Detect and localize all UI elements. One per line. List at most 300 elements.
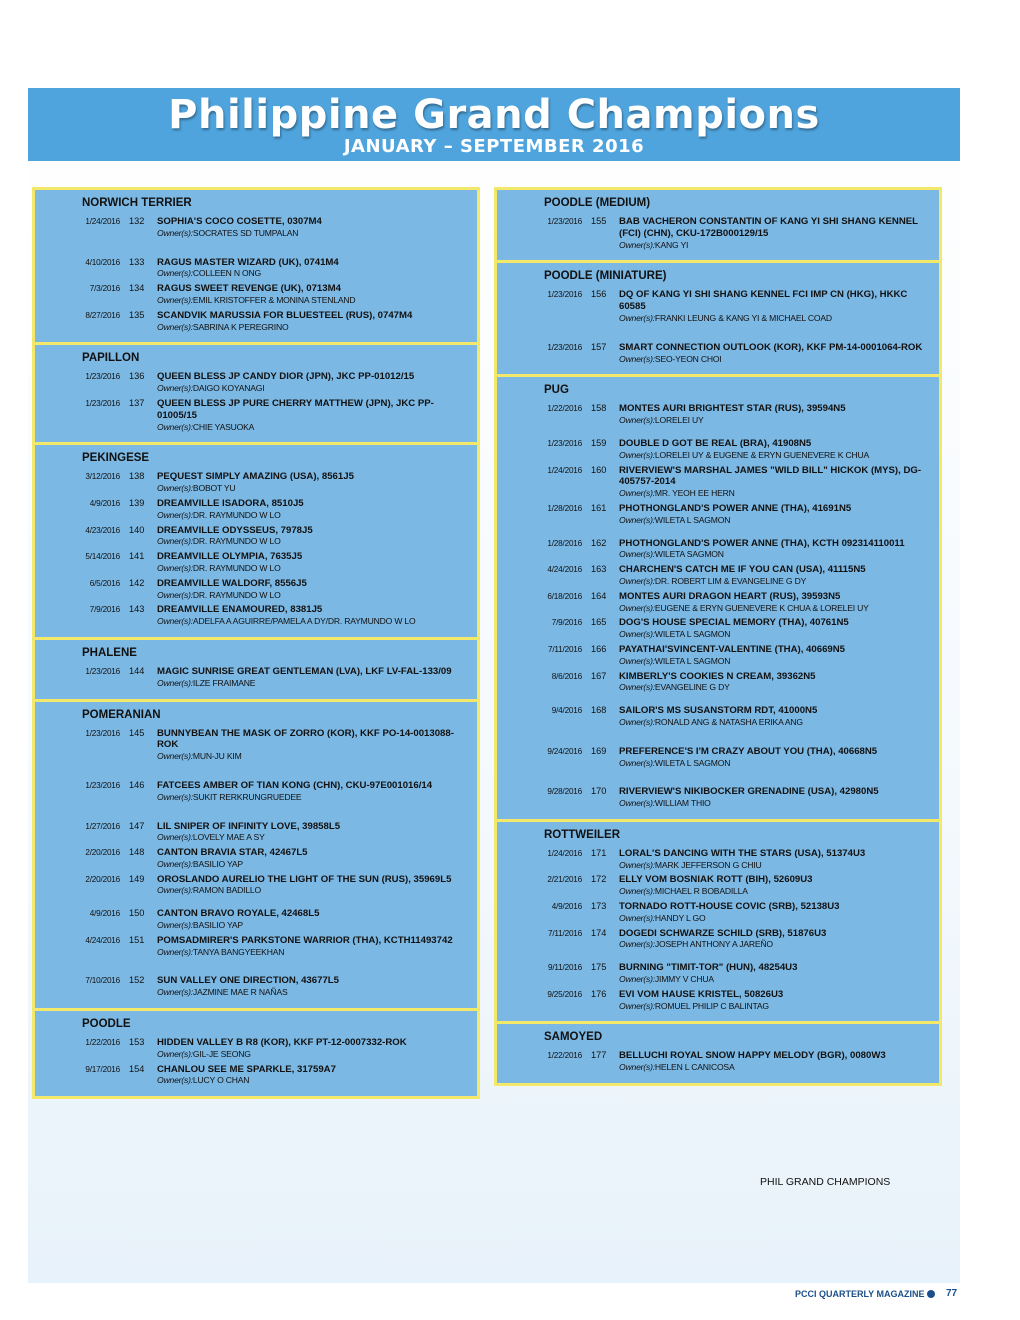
owner-name: MICHAEL R BOBADILLA (654, 886, 748, 897)
owner-line (619, 886, 933, 898)
breed-section (494, 260, 942, 377)
champion-entry (497, 438, 939, 462)
entry-date: 7/11/2016 (547, 644, 582, 654)
dog-name: SMART CONNECTION OUTLOOK (KOR), KKF PM-14-0001064-ROK (619, 341, 923, 353)
entry-body (619, 746, 939, 770)
champion-entry (35, 1037, 477, 1061)
entry-date: 9/24/2016 (547, 746, 582, 756)
entry-spacer (497, 772, 939, 786)
entry-number: 135 (129, 309, 145, 320)
breed-title: SAMOYED (544, 1031, 603, 1044)
champion-entry (497, 962, 939, 986)
entry-date: 9/4/2016 (551, 706, 582, 716)
champion-entry (35, 283, 477, 307)
entry-number: 152 (129, 975, 145, 986)
owner-name: BASILIO YAP (192, 858, 243, 869)
owner-label: Owner(s): (619, 239, 655, 250)
owner-line (157, 616, 471, 628)
champion-entry (35, 471, 477, 495)
owner-name: DR. RAYMUNDO W LO (192, 536, 281, 547)
dog-name: ELLY VOM BOSNIAK ROTT (BIH), 52609U3 (619, 874, 813, 886)
owner-label: Owner(s): (619, 859, 655, 870)
entry-date: 4/24/2016 (85, 935, 120, 945)
breed-section (494, 374, 942, 822)
dog-name: DREAMVILLE WALDORF, 8556J5 (157, 577, 307, 589)
owner-line (619, 240, 933, 252)
owner-label: Owner(s): (619, 312, 655, 323)
dog-name: MAGIC SUNRISE GREAT GENTLEMAN (LVA), LKF LV-FAL-133/09 (157, 665, 452, 677)
entry-body (157, 498, 477, 522)
owner-label: Owner(s): (157, 383, 193, 394)
owner-name: WILETA SAGMON (654, 549, 724, 560)
champion-entry (35, 780, 477, 804)
entry-number: 160 (591, 464, 607, 475)
owner-line (157, 383, 471, 395)
entry-body (619, 848, 939, 872)
champion-entry (35, 398, 477, 433)
dog-name: BAB VACHERON CONSTANTIN OF KANG YI SHI SHANG KENNEL (FCI) (CHN), CKU-172B000129/15 (619, 216, 918, 239)
entry-body (619, 403, 939, 427)
owner-name: RAMON BADILLO (192, 885, 261, 896)
dog-name: BURNING "TIMIT-TOR" (HUN), 48254U3 (619, 962, 798, 974)
breed-section (32, 187, 480, 345)
entry-body (619, 591, 939, 615)
entry-number: 144 (129, 665, 145, 676)
owner-line (157, 885, 471, 897)
entry-date: 9/17/2016 (85, 1064, 120, 1074)
owner-line (157, 590, 471, 602)
entry-number: 159 (591, 437, 607, 448)
owner-label: Owner(s): (157, 483, 193, 494)
entry-number: 175 (591, 962, 607, 973)
breed-title: POMERANIAN (82, 708, 161, 721)
champion-entry (35, 525, 477, 549)
owner-line (619, 717, 933, 729)
owner-label: Owner(s): (157, 589, 193, 600)
champion-entry (497, 786, 939, 810)
entry-date: 1/28/2016 (547, 538, 582, 548)
champion-entry (35, 975, 477, 999)
entry-date: 7/11/2016 (547, 928, 582, 938)
entry-date: 1/24/2016 (85, 217, 120, 226)
entry-spacer (35, 766, 477, 780)
dog-name: DREAMVILLE OLYMPIA, 7635J5 (157, 551, 303, 563)
owner-name: KANG YI (654, 239, 689, 250)
breed-title: PEKINGESE (82, 452, 150, 465)
owner-name: SEO-YEON CHOI (654, 353, 722, 364)
entry-date: 7/9/2016 (551, 618, 582, 628)
entry-body (157, 551, 477, 575)
entry-number: 171 (591, 847, 607, 858)
dog-name: MONTES AURI DRAGON HEART (RUS), 39593N5 (619, 590, 841, 602)
entry-body (157, 728, 477, 763)
entry-number: 142 (129, 577, 145, 588)
owner-label: Owner(s): (157, 509, 193, 520)
owner-name: COLLEEN N ONG (192, 268, 261, 279)
entry-spacer (497, 954, 939, 962)
entry-body (157, 283, 477, 307)
owner-name: DR. RAYMUNDO W LO (192, 589, 281, 600)
owner-line (157, 751, 471, 763)
owner-line (157, 859, 471, 871)
entry-date: 7/10/2016 (85, 976, 120, 986)
entry-date: 6/5/2016 (89, 578, 120, 588)
champion-entry (35, 821, 477, 845)
entry-date: 4/9/2016 (89, 498, 120, 508)
dog-name: HIDDEN VALLEY B R8 (KOR), KKF PT-12-0007332-ROK (157, 1037, 407, 1049)
owner-label: Owner(s): (619, 912, 655, 923)
owner-label: Owner(s): (619, 549, 655, 560)
entry-number: 145 (129, 727, 145, 738)
entry-number: 151 (129, 934, 145, 945)
owner-label: Owner(s): (157, 536, 193, 547)
owner-name: DR. RAYMUNDO W LO (192, 562, 281, 573)
entry-number: 136 (129, 371, 145, 382)
dog-name: CANTON BRAVIA STAR, 42467L5 (157, 847, 308, 859)
owner-name: BOBOT YU (192, 483, 236, 494)
entry-body (619, 901, 939, 925)
entry-body (157, 1064, 477, 1088)
entry-date: 1/22/2016 (547, 404, 582, 414)
owner-line (619, 682, 933, 694)
entry-body (157, 525, 477, 549)
entry-number: 137 (129, 397, 145, 408)
entry-body (157, 310, 477, 334)
owner-line (619, 860, 933, 872)
entry-date: 4/10/2016 (85, 257, 120, 267)
owner-name: DAIGO KOYANAGI (192, 383, 265, 394)
owner-line (157, 792, 471, 804)
dog-name: BELLUCHI ROYAL SNOW HAPPY MELODY (BGR), 0080W3 (619, 1050, 886, 1062)
entry-body (157, 821, 477, 845)
dog-name: PREFERENCE'S I'M CRAZY ABOUT YOU (THA), 40668N5 (619, 745, 878, 757)
dog-name: DREAMVILLE ISADORA, 8510J5 (157, 497, 304, 509)
champion-entry (35, 874, 477, 898)
page-subtitle: JANUARY – SEPTEMBER 2016 (343, 136, 645, 157)
champion-entry (497, 289, 939, 324)
breed-title: PAPILLON (82, 352, 140, 365)
entry-body (157, 471, 477, 495)
entry-number: 133 (129, 256, 145, 267)
entry-number: 134 (129, 283, 145, 294)
owner-label: Owner(s): (619, 415, 655, 426)
champion-entry (497, 928, 939, 952)
breed-section (494, 819, 942, 1025)
entry-body (619, 617, 939, 641)
champion-entry (35, 666, 477, 690)
owner-label: Owner(s): (619, 655, 655, 666)
footer-magazine-name: PCCI QUARTERLY MAGAZINE (795, 1289, 925, 1299)
dog-name: DQ OF KANG YI SHI SHANG KENNEL FCI IMP CN (HKG), HKKC 60585 (619, 289, 908, 313)
dog-name: EVI VOM HAUSE KRISTEL, 50826U3 (619, 988, 784, 1000)
entry-number: 161 (591, 502, 607, 513)
entry-number: 147 (129, 820, 145, 831)
dog-name: RIVERVIEW'S MARSHAL JAMES "WILD BILL" HICKOK (MYS), DG-405757-2014 (619, 464, 922, 488)
owner-label: Owner(s): (157, 946, 193, 957)
dog-name: DREAMVILLE ENAMOURED, 8381J5 (157, 604, 323, 616)
champion-entry (35, 371, 477, 395)
owner-line (619, 576, 933, 588)
champion-entry (497, 591, 939, 615)
entry-body (619, 538, 939, 562)
owner-name: WILLIAM THIO (654, 798, 711, 809)
owner-name: ILZE FRAIMANE (192, 677, 256, 688)
page-title: Philippine Grand Champions (168, 92, 820, 138)
entry-date: 1/23/2016 (547, 438, 582, 448)
entry-date: 1/23/2016 (85, 728, 120, 738)
dog-name: KIMBERLY'S COOKIES N CREAM, 39362N5 (619, 670, 816, 682)
entry-body (157, 780, 477, 804)
right-column (494, 187, 942, 1086)
owner-label: Owner(s): (157, 751, 193, 762)
breed-section (32, 442, 480, 640)
entry-date: 4/23/2016 (85, 525, 120, 535)
owner-label: Owner(s): (157, 791, 193, 802)
entry-date: 8/27/2016 (85, 310, 120, 320)
entry-spacer (35, 243, 477, 257)
entry-spacer (497, 732, 939, 746)
dog-name: PHOTHONGLAND'S POWER ANNE (THA), KCTH 092314110011 (619, 537, 905, 549)
owner-label: Owner(s): (619, 629, 655, 640)
owner-name: LORELEI UY (654, 415, 704, 426)
owner-name: ADELFA A AGUIRRE/PAMELA A DY/DR. RAYMUNDO W LO (192, 616, 416, 627)
owner-label: Owner(s): (619, 886, 655, 897)
owner-label: Owner(s): (157, 321, 193, 332)
title-banner (28, 88, 960, 161)
entry-number: 172 (591, 874, 607, 885)
owner-line (619, 313, 933, 325)
page-number: 77 (946, 1288, 958, 1299)
owner-name: EUGENE & ERYN GUENEVERE K CHUA & LORELEI UY (654, 602, 869, 613)
owner-label: Owner(s): (157, 858, 193, 869)
breed-title: POODLE (82, 1018, 131, 1031)
owner-name: HELEN L CANICOSA (654, 1062, 735, 1073)
entry-date: 3/12/2016 (85, 472, 120, 482)
owner-label: Owner(s): (619, 353, 655, 364)
entry-date: 7/9/2016 (89, 605, 120, 615)
breed-title: PUG (544, 384, 569, 397)
owner-label: Owner(s): (157, 616, 193, 627)
dog-name: POMSADMIRER'S PARKSTONE WARRIOR (THA), KCTH11493742 (157, 934, 453, 946)
owner-line (619, 515, 933, 527)
owner-line (157, 228, 471, 240)
owner-name: LOVELY MAE A SY (192, 832, 265, 843)
owner-label: Owner(s): (619, 575, 655, 586)
entry-number: 177 (591, 1050, 607, 1061)
owner-line (619, 450, 933, 462)
owner-label: Owner(s): (619, 716, 655, 727)
dog-name: CHANLOU SEE ME SPARKLE, 31759A7 (157, 1063, 336, 1075)
champion-entry (35, 728, 477, 763)
entry-date: 9/11/2016 (547, 963, 582, 973)
entry-number: 170 (591, 786, 607, 797)
owner-line (619, 758, 933, 770)
entry-number: 164 (591, 590, 607, 601)
entry-number: 154 (129, 1063, 145, 1074)
entry-body (619, 216, 939, 251)
entry-date: 4/24/2016 (547, 565, 582, 575)
dog-name: SOPHIA'S COCO COSETTE, 0307M4 (157, 216, 322, 227)
champion-entry (35, 578, 477, 602)
owner-line (619, 1062, 933, 1074)
owner-label: Owner(s): (619, 514, 655, 525)
owner-line (157, 268, 471, 280)
owner-name: WILETA L SAGMON (654, 514, 731, 525)
owner-name: DR. ROBERT LIM & EVANGELINE G DY (654, 575, 807, 586)
dog-name: MONTES AURI BRIGHTEST STAR (RUS), 39594N5 (619, 403, 846, 415)
entry-body (157, 257, 477, 281)
entry-body (619, 465, 939, 500)
owner-line (619, 974, 933, 986)
owner-name: FRANKI LEUNG & KANG YI & MICHAEL COAD (654, 312, 832, 323)
owner-label: Owner(s): (157, 885, 193, 896)
entry-body (157, 908, 477, 932)
entry-number: 176 (591, 988, 607, 999)
entry-body (157, 1037, 477, 1061)
champion-entry (35, 908, 477, 932)
breed-section (32, 342, 480, 445)
owner-label: Owner(s): (157, 268, 193, 279)
owner-name: JIMMY V CHUA (654, 974, 714, 985)
entry-date: 9/25/2016 (547, 989, 582, 999)
entry-date: 6/18/2016 (547, 591, 582, 601)
owner-line (157, 536, 471, 548)
entry-number: 141 (129, 551, 145, 562)
entry-number: 155 (591, 216, 607, 226)
breed-title: ROTTWEILER (544, 828, 621, 841)
entry-spacer (497, 430, 939, 438)
entry-date: 1/22/2016 (547, 1051, 582, 1061)
champion-entry (35, 310, 477, 334)
entry-number: 163 (591, 564, 607, 575)
champion-entry (497, 465, 939, 500)
champion-entry (497, 564, 939, 588)
owner-line (619, 354, 933, 366)
owner-label: Owner(s): (619, 682, 655, 693)
owner-label: Owner(s): (157, 294, 193, 305)
entry-number: 146 (129, 779, 145, 790)
dog-name: FATCEES AMBER OF TIAN KONG (CHN), CKU-97E001016/14 (157, 779, 433, 791)
owner-line (157, 1075, 471, 1087)
owner-name: EMIL KRISTOFFER & MONINA STENLAND (192, 294, 356, 305)
dog-name: SUN VALLEY ONE DIRECTION, 43677L5 (157, 975, 339, 987)
footer-bullet-icon (927, 1290, 935, 1298)
owner-label: Owner(s): (157, 677, 193, 688)
entry-date: 4/9/2016 (89, 909, 120, 919)
owner-name: DR. RAYMUNDO W LO (192, 509, 281, 520)
champion-entry (35, 257, 477, 281)
entry-date: 4/9/2016 (551, 902, 582, 912)
owner-name: LORELEI UY & EUGENE & ERYN GUENEVERE K CHUA (654, 449, 870, 460)
owner-label: Owner(s): (619, 939, 655, 950)
dog-name: OROSLANDO AURELIO THE LIGHT OF THE SUN (RUS), 35969L5 (157, 873, 452, 885)
entry-date: 1/27/2016 (85, 821, 120, 831)
owner-line (619, 1001, 933, 1013)
owner-line (157, 295, 471, 307)
champion-entry (497, 216, 939, 251)
entry-body (619, 989, 939, 1013)
entry-date: 1/28/2016 (547, 503, 582, 513)
champion-entry (35, 498, 477, 522)
owner-line (619, 415, 933, 427)
owner-name: SOCRATES SD TUMPALAN (192, 227, 299, 238)
dog-name: PEQUEST SIMPLY AMAZING (USA), 8561J5 (157, 471, 354, 483)
entry-number: 138 (129, 471, 145, 482)
champion-entry (35, 847, 477, 871)
entry-spacer (35, 900, 477, 908)
entry-date: 1/23/2016 (547, 217, 582, 226)
entry-body (619, 786, 939, 810)
owner-label: Owner(s): (619, 974, 655, 985)
owner-line (619, 488, 933, 500)
entry-date: 1/23/2016 (85, 780, 120, 790)
entry-date: 8/6/2016 (551, 671, 582, 681)
dog-name: SAILOR'S MS SUSANSTORM RDT, 41000N5 (619, 705, 818, 717)
owner-name: TANYA BANGYEEKHAN (192, 946, 285, 957)
owner-label: Owner(s): (619, 488, 655, 499)
owner-line (157, 987, 471, 999)
entry-date: 1/22/2016 (85, 1038, 120, 1048)
entry-body (619, 928, 939, 952)
entry-body (157, 216, 477, 240)
owner-name: JAZMINE MAE R NAÑAS (192, 987, 288, 998)
breed-section (494, 1021, 942, 1086)
entry-number: 158 (591, 403, 607, 414)
owner-label: Owner(s): (619, 449, 655, 460)
owner-line (157, 1049, 471, 1061)
entry-date: 1/23/2016 (547, 342, 582, 352)
owner-line (157, 947, 471, 959)
entry-body (619, 705, 939, 729)
champion-entry (35, 1064, 477, 1088)
entry-body (157, 847, 477, 871)
entry-body (619, 1050, 939, 1074)
owner-line (157, 510, 471, 522)
entry-body (619, 962, 939, 986)
breed-title: PHALENE (82, 646, 137, 659)
champion-entry (497, 746, 939, 770)
owner-line (619, 629, 933, 641)
entry-spacer (35, 961, 477, 975)
entry-number: 157 (591, 341, 607, 352)
breed-section (494, 187, 942, 263)
owner-line (157, 678, 471, 690)
entry-body (157, 666, 477, 690)
entry-date: 1/23/2016 (547, 290, 582, 300)
owner-label: Owner(s): (157, 1075, 193, 1086)
entry-number: 150 (129, 908, 145, 919)
entry-number: 162 (591, 537, 607, 548)
owner-line (157, 483, 471, 495)
dog-name: LORAL'S DANCING WITH THE STARS (USA), 51374U3 (619, 847, 866, 859)
champion-entry (35, 216, 477, 240)
champion-entry (497, 342, 939, 366)
owner-name: MARK JEFFERSON G CHIU (654, 859, 762, 870)
owner-name: EVANGELINE G DY (654, 682, 730, 693)
owner-label: Owner(s): (157, 421, 193, 432)
owner-name: BASILIO YAP (192, 920, 243, 931)
dog-name: RAGUS MASTER WIZARD (UK), 0741M4 (157, 256, 339, 268)
owner-name: WILETA L SAGMON (654, 655, 731, 666)
entry-body (157, 975, 477, 999)
dog-name: PHOTHONGLAND'S POWER ANNE (THA), 41691N5 (619, 502, 852, 514)
owner-name: SABRINA K PEREGRINO (192, 321, 289, 332)
owner-line (619, 603, 933, 615)
owner-label: Owner(s): (619, 1000, 655, 1011)
entry-body (619, 289, 939, 324)
entry-date: 2/20/2016 (85, 848, 120, 858)
breed-section (32, 1008, 480, 1099)
